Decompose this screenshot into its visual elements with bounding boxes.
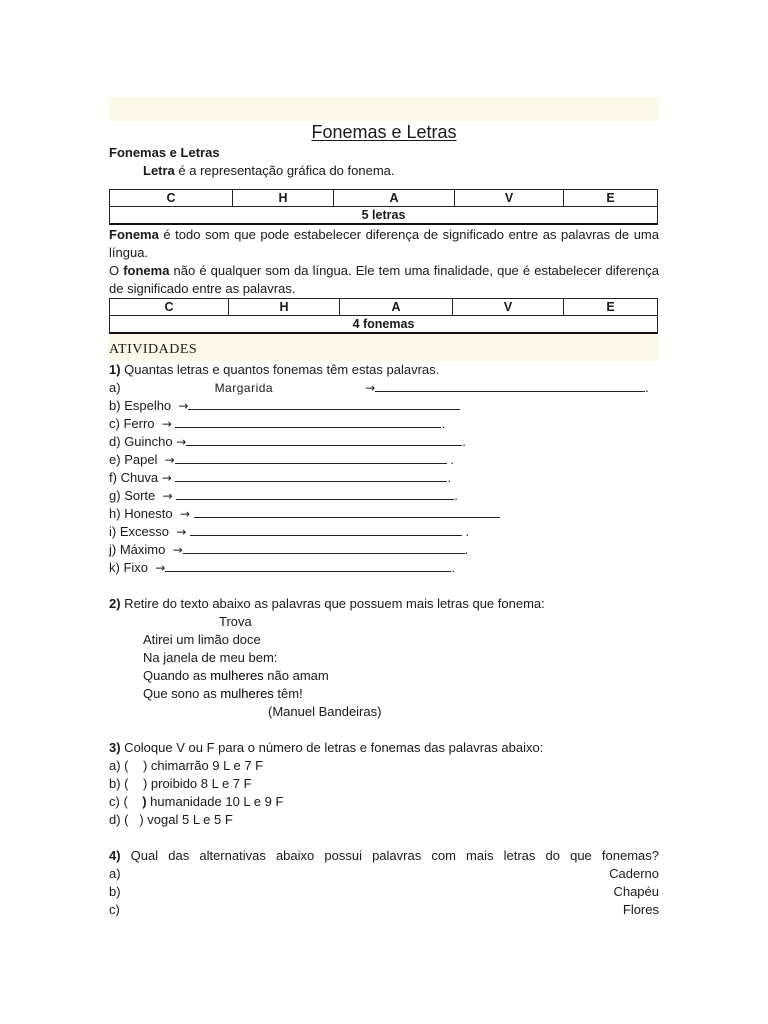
tf-item[interactable]: a) ( ) chimarrão 9 L e 7 F <box>109 758 264 773</box>
table-cell: H <box>229 299 340 316</box>
fonema-explanation: O fonema não é qualquer som da língua. Ele tem uma finalidade, que é estabelecer diferença de significado entre as palavras. <box>109 263 659 296</box>
header-band <box>109 97 659 121</box>
question-1: 1) Quantas letras e quantos fonemas têm estas palavras. <box>109 362 440 377</box>
answer-line: d) Guincho → . <box>109 434 466 449</box>
activities-header: ATIVIDADES <box>109 334 659 361</box>
subtitle: Fonemas e Letras <box>109 145 220 160</box>
table-cell: A <box>340 299 453 316</box>
poem-author: (Manuel Bandeiras) <box>268 704 382 719</box>
answer-line: i) Excesso → . <box>109 524 470 539</box>
table-cell: H <box>233 190 334 207</box>
option-b[interactable]: b) Chapéu <box>109 884 659 899</box>
answer-blank[interactable] <box>190 523 462 536</box>
question-4: 4) Qual das alternativas abaixo possui palavras com mais letras do que fonemas? <box>109 848 659 863</box>
table-footer: 5 letras <box>110 207 658 225</box>
table-cell: C <box>110 190 233 207</box>
table-cell: E <box>564 299 658 316</box>
table-cell: C <box>110 299 229 316</box>
table-cell: V <box>453 299 564 316</box>
document-page <box>109 97 659 919</box>
letters-table <box>109 189 658 225</box>
question-3: 3) Coloque V ou F para o número de letras e fonemas das palavras abaixo: <box>109 740 544 755</box>
table-cell: V <box>455 190 564 207</box>
tf-item[interactable]: c) ( ) humanidade 10 L e 9 F <box>109 794 284 809</box>
tf-item[interactable]: d) ( ) vogal 5 L e 5 F <box>109 812 233 827</box>
answer-line: j) Máximo → . <box>109 542 469 557</box>
question-2: 2) Retire do texto abaixo as palavras que possuem mais letras que fonema: <box>109 596 545 611</box>
table-footer: 4 fonemas <box>110 316 658 334</box>
answer-line: g) Sorte → . <box>109 488 458 503</box>
answer-blank[interactable] <box>194 505 500 518</box>
page-title: Fonemas e Letras <box>311 122 457 142</box>
answer-blank[interactable] <box>175 451 447 464</box>
answer-blank[interactable] <box>186 433 462 446</box>
answer-blank[interactable] <box>175 415 441 428</box>
poem-title: Trova <box>219 614 252 629</box>
answer-blank[interactable] <box>183 541 465 554</box>
answer-line: b) Espelho → <box>109 397 659 415</box>
poem-line: Na janela de meu bem: <box>143 650 278 665</box>
letters-row <box>110 190 658 207</box>
answer-blank[interactable] <box>375 379 645 392</box>
fonema-definition: Fonema é todo som que pode estabelecer diferença de significado entre as palavras de uma língua. <box>109 227 659 260</box>
poem-line: Atirei um limão doce <box>143 632 261 647</box>
poem-line: Que sono as mulheres têm! <box>143 686 303 701</box>
answer-line: a) Margarida → . <box>109 380 649 395</box>
answer-blank[interactable] <box>175 469 447 482</box>
answer-line: f) Chuva → . <box>109 470 452 485</box>
answer-line: k) Fixo → . <box>109 560 455 575</box>
option-a[interactable]: a) Caderno <box>109 866 659 881</box>
answer-blank[interactable] <box>188 397 460 410</box>
answer-blank[interactable] <box>176 487 454 500</box>
poem-line: Quando as mulheres não amam <box>143 668 329 683</box>
tf-item[interactable]: b) ( ) proibido 8 L e 7 F <box>109 776 252 791</box>
answer-line: e) Papel → . <box>109 452 454 467</box>
answer-line: h) Honesto → <box>109 505 659 523</box>
option-c[interactable]: c) Flores <box>109 902 659 917</box>
phonemes-table <box>109 298 658 334</box>
answer-line: c) Ferro → . <box>109 416 446 431</box>
answer-blank[interactable] <box>165 559 451 572</box>
phonemes-row <box>110 299 658 316</box>
table-cell: E <box>564 190 658 207</box>
letra-definition: Letra é a representação gráfica do fonema. <box>143 163 395 178</box>
table-cell: A <box>334 190 455 207</box>
